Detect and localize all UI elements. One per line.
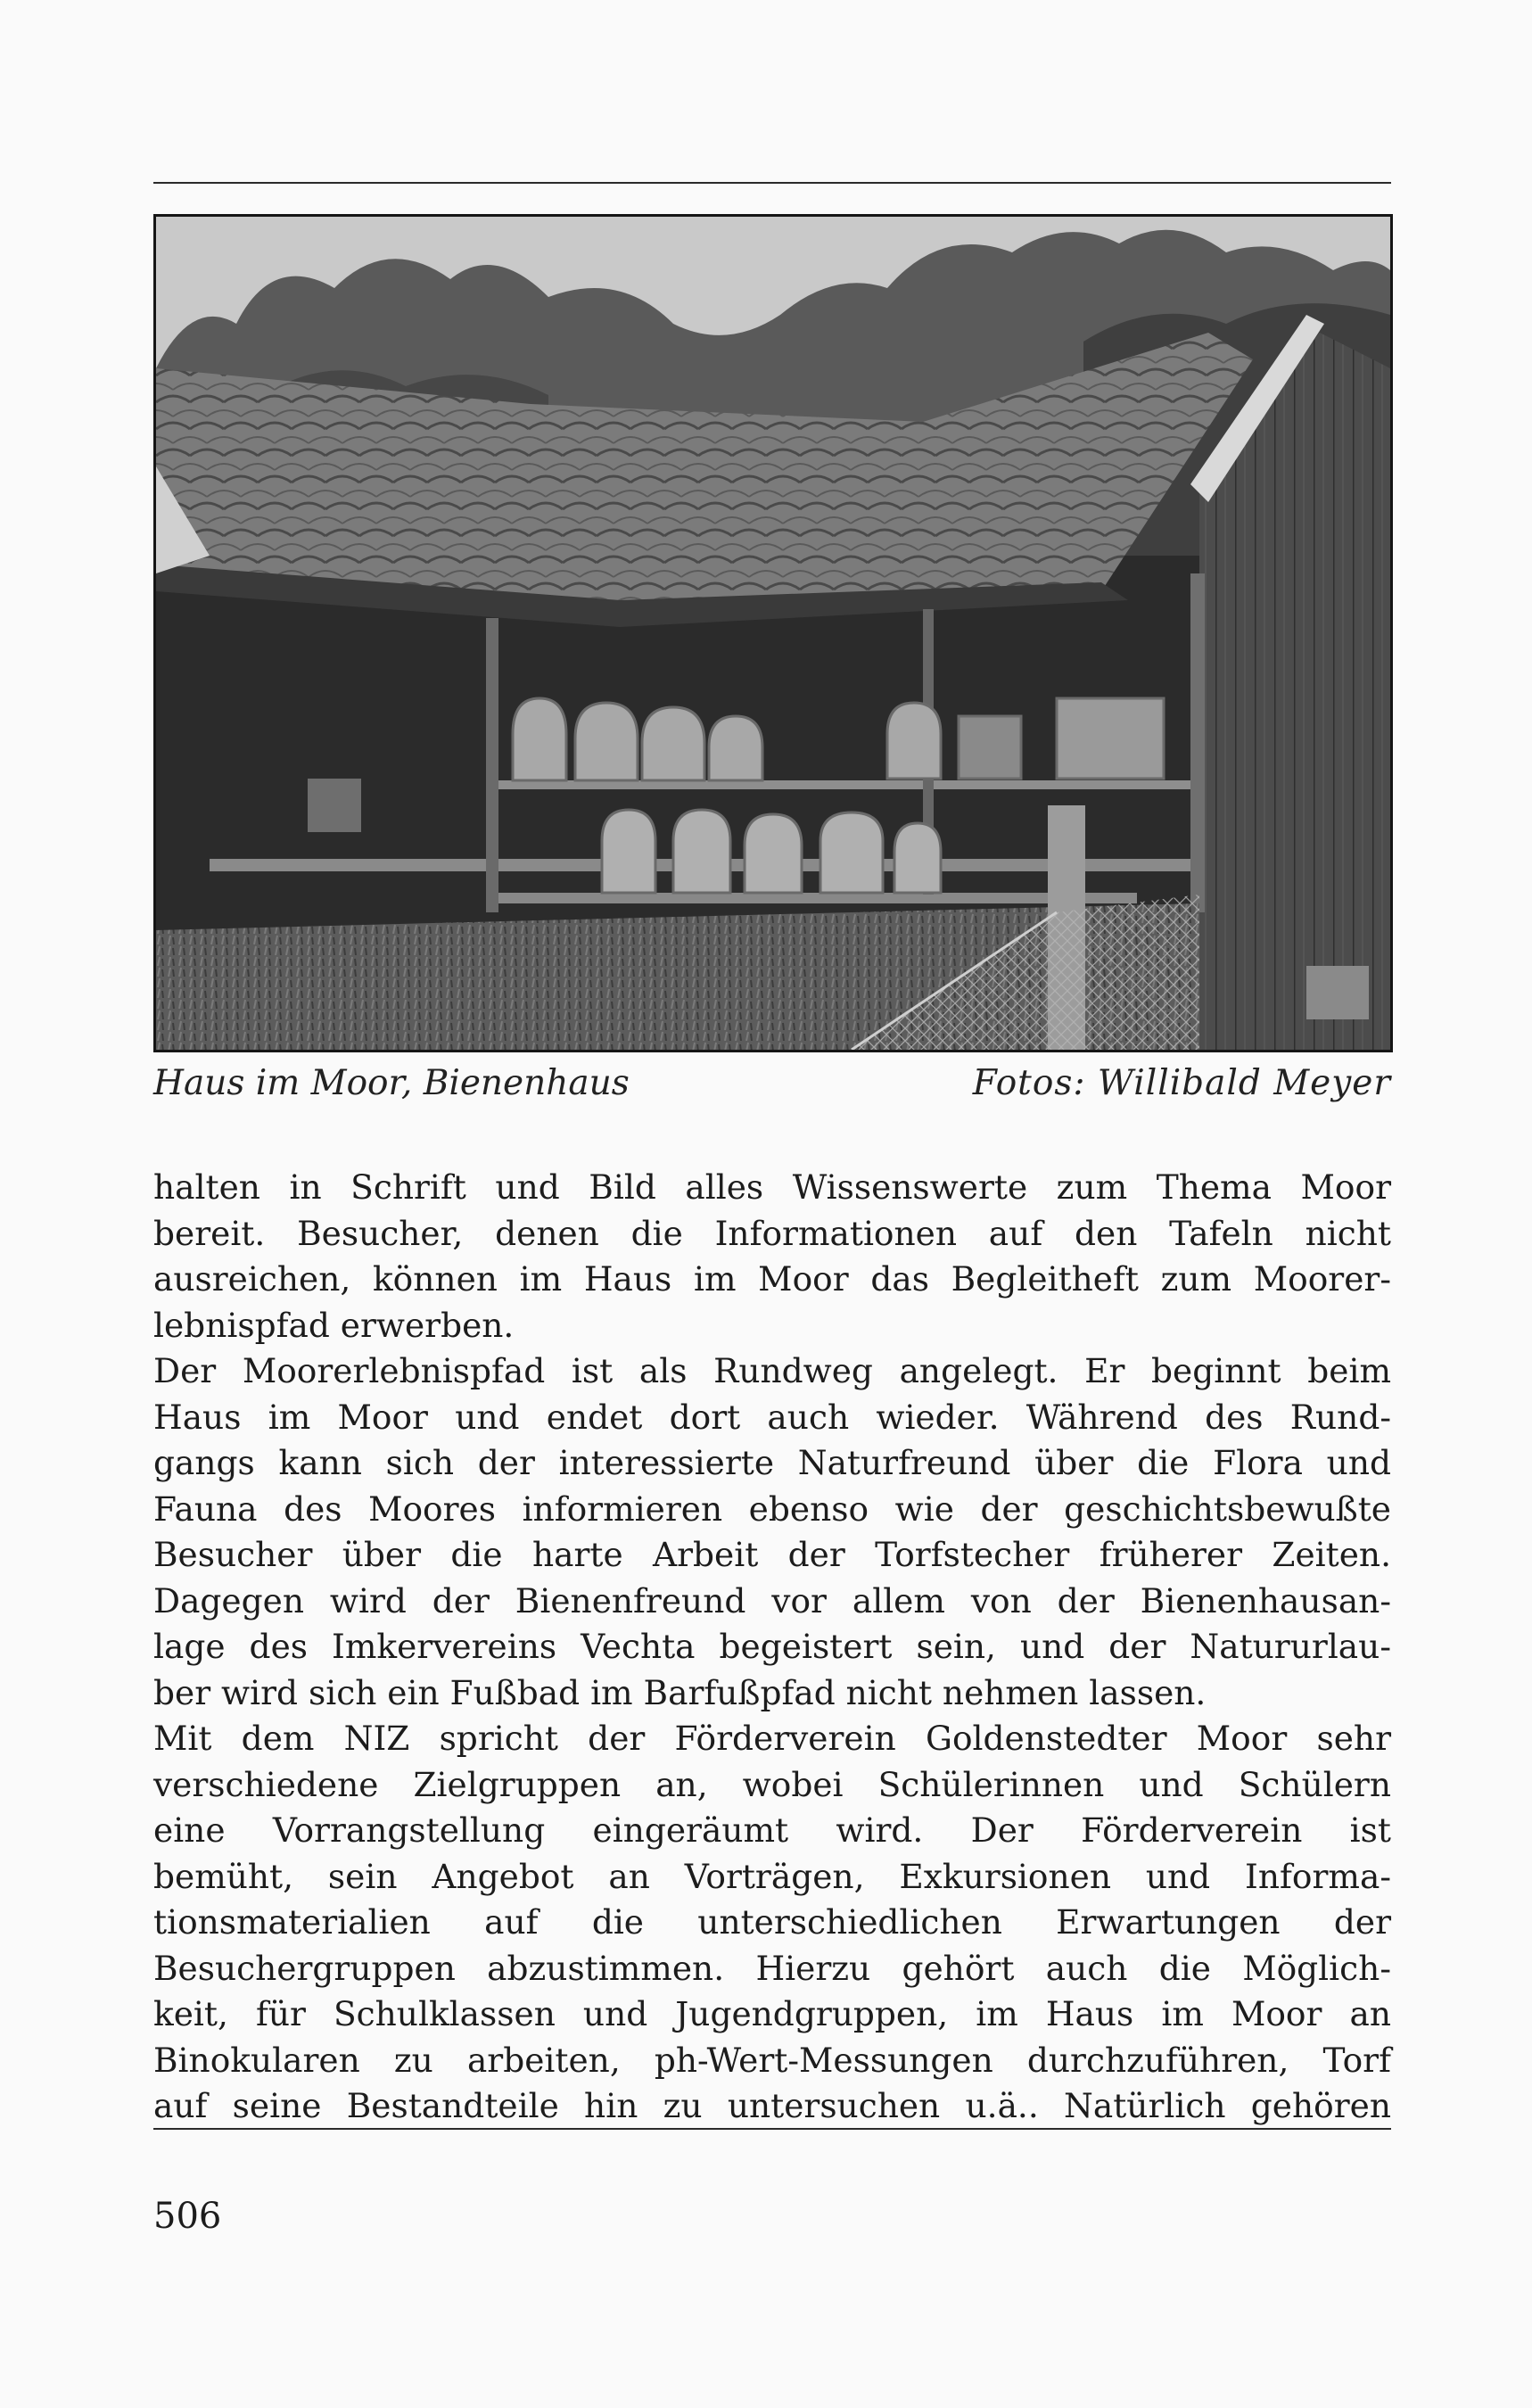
body-line: bereit. Besucher, denen die Informationen auf den Tafeln nicht	[153, 1213, 1391, 1253]
body-line: tionsmaterialien auf die unterschiedlichen Erwartungen der	[153, 1902, 1391, 1942]
body-line: ber wird sich ein Fußbad im Barfußpfad nicht nehmen lassen.	[153, 1672, 1207, 1712]
body-line: Binokularen zu arbeiten, ph-Wert-Messungen durchzuführen, Torf	[153, 2040, 1391, 2080]
photo-bee-house	[153, 214, 1393, 1052]
page-number: 506	[153, 2196, 222, 2237]
body-line: lage des Imkervereins Vechta begeistert sein, und der Natururlau-	[153, 1627, 1391, 1666]
body-line: keit, für Schulklassen und Jugendgruppen, im Haus im Moor an	[153, 1994, 1391, 2033]
body-line: eine Vorrangstellung eingeräumt wird. Der Förderverein ist	[153, 1810, 1391, 1850]
body-line: Dagegen wird der Bienenfreund vor allem von der Bienenhausan-	[153, 1580, 1391, 1620]
bottom-rule	[153, 2128, 1391, 2130]
body-line: halten in Schrift und Bild alles Wissenswerte zum Thema Moor	[153, 1167, 1391, 1207]
bee-house-photo-drawing	[156, 217, 1390, 1050]
body-line: Mit dem NIZ spricht der Förderverein Goldenstedter Moor sehr	[153, 1719, 1391, 1758]
body-line: Besucher über die harte Arbeit der Torfstecher früherer Zeiten.	[153, 1535, 1391, 1574]
body-line: Haus im Moor und endet dort auch wieder. Während des Rund-	[153, 1397, 1391, 1437]
body-line: bemüht, sein Angebot an Vorträgen, Exkursionen und Informa-	[153, 1856, 1391, 1896]
top-rule	[153, 182, 1391, 184]
caption-title: Haus im Moor, Bienenhaus	[153, 1063, 630, 1103]
body-line: Fauna des Moores informieren ebenso wie der geschichtsbewußte	[153, 1489, 1391, 1529]
body-line: ausreichen, können im Haus im Moor das Begleitheft zum Moorer-	[153, 1259, 1391, 1299]
body-line: Besuchergruppen abzustimmen. Hierzu gehört auch die Möglich-	[153, 1948, 1391, 1988]
body-line: gangs kann sich der interessierte Naturfreund über die Flora und	[153, 1443, 1391, 1482]
caption-credit: Fotos: Willibald Meyer	[972, 1063, 1391, 1103]
body-line: Der Moorerlebnispfad ist als Rundweg angelegt. Er beginnt beim	[153, 1351, 1391, 1390]
body-line: auf seine Bestandteile hin zu untersuchen u.ä.. Natürlich gehören	[153, 2086, 1391, 2125]
body-line: lebnispfad erwerben.	[153, 1305, 515, 1345]
body-text	[153, 1165, 1391, 2130]
body-line: verschiedene Zielgruppen an, wobei Schülerinnen und Schülern	[153, 1764, 1391, 1804]
